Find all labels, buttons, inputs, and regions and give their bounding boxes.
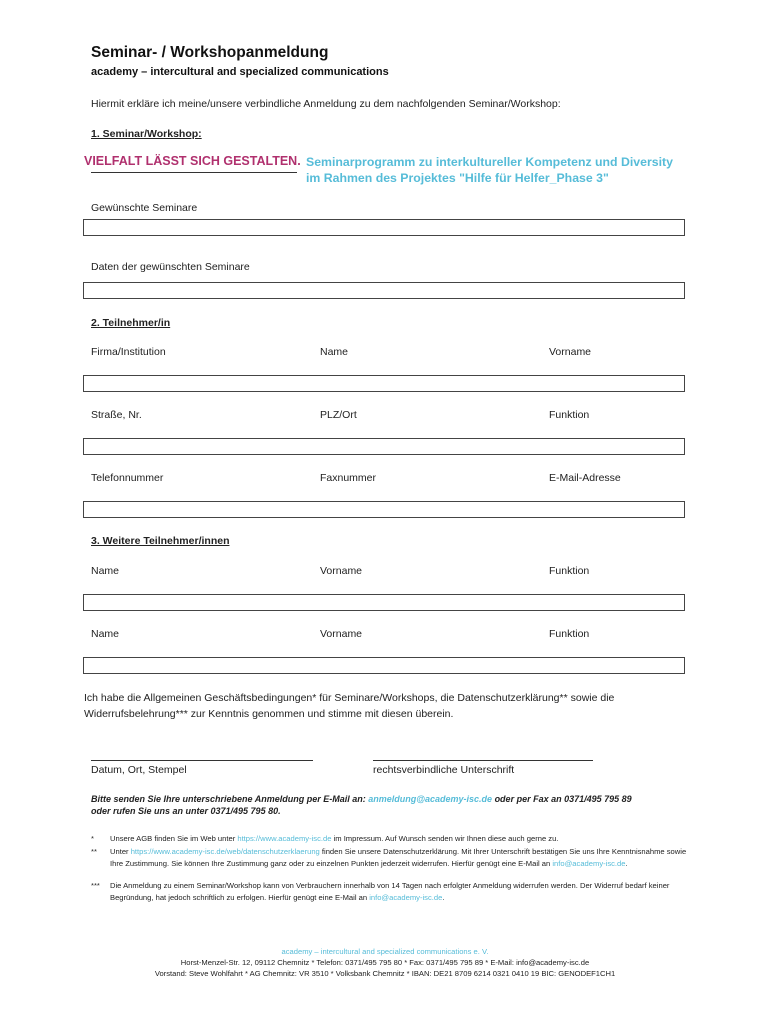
footnote-part: . [442,892,445,902]
footer-legal: Vorstand: Steve Wohlfahrt * AG Chemnitz: VR 3510 * Volksbank Chemnitz * IBAN: DE21 8709 6214 0321 0410 19 BIC: GENODEF1CH1 [154,969,616,978]
seminare-input[interactable] [83,219,685,236]
legal-signature-line[interactable] [373,760,593,761]
footnote-text [110,846,690,869]
extra-funktion-label-1: Funktion [549,565,590,577]
footnote-part: Unsere AGB finden Sie im Web unter [110,834,238,843]
footnote-text [110,880,690,903]
consent-text: Ich habe die Allgemeinen Geschäftsbedingungen* für Seminare/Workshops, die Datenschutzerklärung** sowie die Widerrufsbelehrung*** zur Kenntnis genommen und stimme mit diesen überein. [84,692,615,720]
registration-email-link[interactable]: anmeldung@academy-isc.de [368,794,493,804]
intro-text: Hiermit erkläre ich meine/unsere verbindliche Anmeldung zu dem nachfolgenden Seminar/Workshop: [91,98,561,110]
seminar-dates-label: Daten der gewünschten Seminare [91,261,250,273]
send-prefix: Bitte senden Sie Ihre unterschriebene Anmeldung per E-Mail an: [91,794,369,804]
participant-row2-input[interactable] [83,438,685,455]
footnote-part: finden Sie unsere Datenschutzerklärung. Mit Ihrer Unterschrift bestätigen Sie uns Ihre Kenntnisnahme sowie Ihre Zustimmung. Sie können Ihre Zustimmung ganz oder zu einzelnen Punkten jederzeit widerrufen. Hierfür genügt eine E-Mail an [110,847,687,868]
extra-vorname-label-2: Vorname [320,628,363,640]
extra-name-label-1: Name [91,565,120,577]
footnote-marker: ** [91,847,97,856]
banner-program-line1: Seminarprogramm zu interkultureller Kompetenz und Diversity [306,155,673,169]
extra-name-label-2: Name [91,628,120,640]
footnote-withdrawal [91,880,691,916]
footnote-part: Die Anmeldung zu einem Seminar/Workshop kann von Verbrauchern innerhalb von 14 Tagen nach erfolgter Anmeldung widerrufen werden. Der Widerruf bedarf keiner Begründung, hat jedoch schriftlich zu erfolgen. Hierfür genügt eine E-Mail an [110,881,670,902]
seminare-label: Gewünschte Seminare [91,202,198,214]
strasse-label: Straße, Nr. [91,409,142,421]
seminar-dates-input[interactable] [83,282,685,299]
footnote-text [110,833,690,845]
banner-program [306,154,673,186]
agb-link[interactable]: https://www.academy-isc.de [237,834,332,843]
footnote-marker: *** [91,881,100,890]
extra-participant-2-input[interactable] [83,657,685,674]
organization-subtitle: academy – intercultural and specialized communications [91,66,389,78]
legal-signature-label: rechtsverbindliche Unterschrift [373,764,515,776]
section-3-heading: 3. Weitere Teilnehmer/innen [91,535,230,547]
email-label: E-Mail-Adresse [549,472,621,484]
participant-row1-input[interactable] [83,375,685,392]
footnote-part: . [625,858,628,868]
footnote-part: Unter [110,847,131,856]
withdrawal-email-link[interactable]: info@academy-isc.de [369,892,443,902]
banner-slogan: VIELFALT LÄSST SICH GESTALTEN. [84,154,301,168]
extra-participant-1-input[interactable] [83,594,685,611]
footnote-part: im Impressum. Auf Wunsch senden wir Ihnen diese auch gerne zu. [331,834,559,843]
section-2-heading: 2. Teilnehmer/in [91,317,171,329]
participant-row3-input[interactable] [83,501,685,518]
telefon-label: Telefonnummer [91,472,164,484]
footer [0,946,770,979]
section-1-heading: 1. Seminar/Workshop: [91,128,202,140]
date-place-stamp-label: Datum, Ort, Stempel [91,764,187,776]
footer-brand: academy – intercultural and specialized communications e. V. [281,947,489,956]
privacy-email-link[interactable]: info@academy-isc.de [552,858,626,868]
footnote-marker: * [91,834,94,843]
fax-label: Faxnummer [320,472,377,484]
date-signature-line[interactable] [91,760,313,761]
footnote-privacy [91,846,691,882]
name-label: Name [320,346,349,358]
extra-vorname-label-1: Vorname [320,565,363,577]
funktion-label: Funktion [549,409,590,421]
privacy-link[interactable]: https://www.academy-isc.de/web/datenschutzerklaerung [130,847,320,856]
send-instructions [91,793,651,817]
firma-label: Firma/Institution [91,346,166,358]
footer-address: Horst-Menzel-Str. 12, 09112 Chemnitz * Telefon: 0371/495 795 80 * Fax: 0371/495 795 89 * E-Mail: info@academy-isc.de [180,958,590,967]
footnote-agb [91,833,691,845]
banner-underline [91,172,297,173]
send-suffix: oder per Fax an 0371/495 795 89 oder rufen Sie uns an unter 0371/495 795 80. [91,794,632,816]
extra-funktion-label-2: Funktion [549,628,590,640]
form-title: Seminar- / Workshopanmeldung [91,44,329,61]
plz-ort-label: PLZ/Ort [320,409,357,421]
banner-program-line2: im Rahmen des Projektes "Hilfe für Helfer_Phase 3" [306,171,609,185]
vorname-label: Vorname [549,346,592,358]
